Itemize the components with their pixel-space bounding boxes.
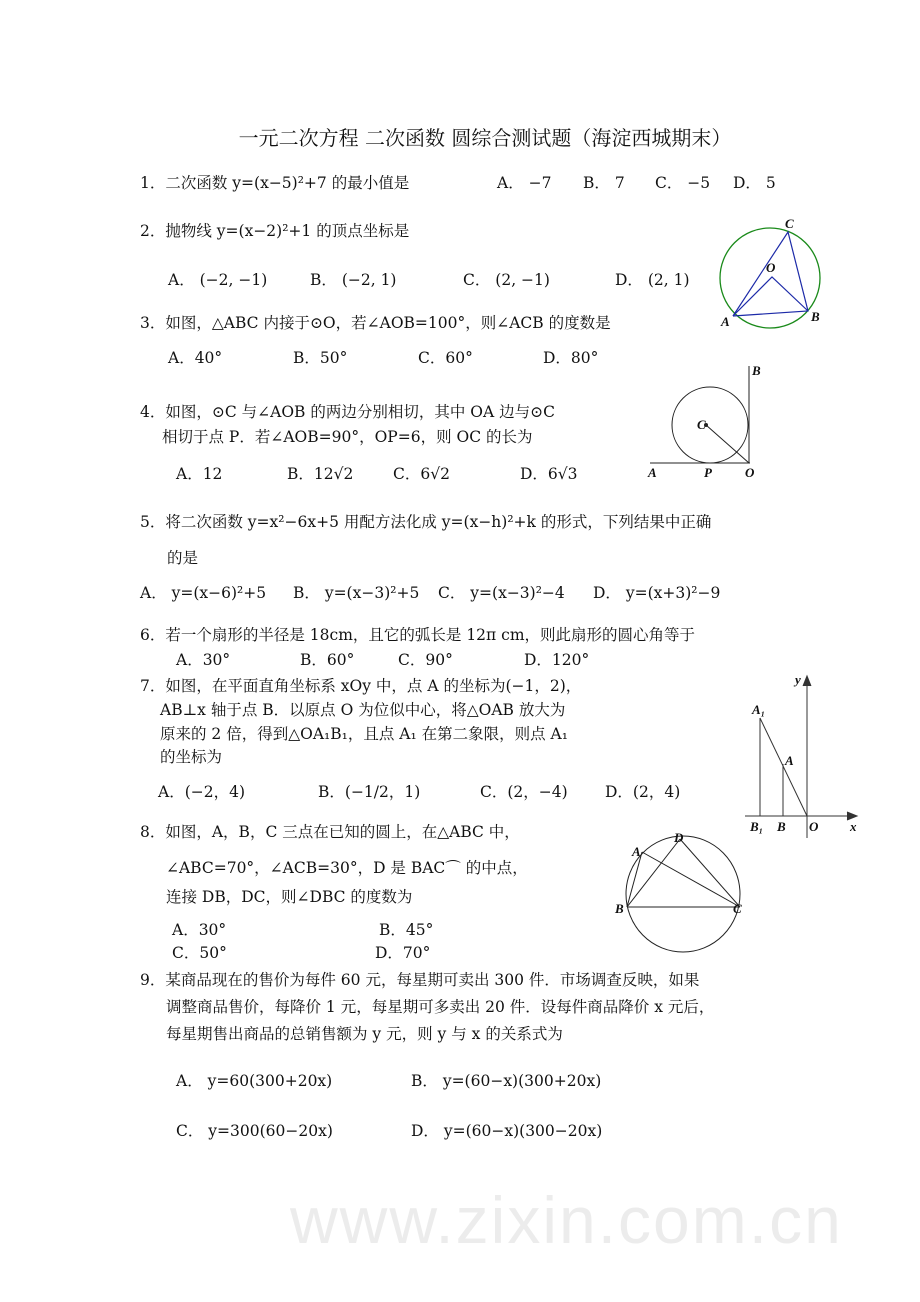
q3-option-a: A．40° <box>168 349 223 367</box>
q1-option-b: B． 7 <box>583 174 625 192</box>
q7-option-d: D．(2，4) <box>605 783 681 801</box>
q8-text-2: ∠ABC=70°，∠ACB=30°，D 是 BAC⌒ 的中点， <box>166 859 528 877</box>
q1-option-a: A． −7 <box>497 174 552 192</box>
q2-option-d: D． (2, 1) <box>615 271 690 289</box>
q4-option-b: B．12√2 <box>287 465 354 483</box>
q4-option-d: D．6√3 <box>520 465 578 483</box>
q5-option-c: C． y=(x−3)²−4 <box>438 584 565 602</box>
q5-text-2: 的是 <box>167 549 199 567</box>
q6-text: 6．若一个扇形的半径是 18cm，且它的弧长是 12π cm，则此扇形的圆心角等于 <box>140 626 696 644</box>
q3-option-d: D．80° <box>543 349 599 367</box>
q2-option-b: B． (−2, 1) <box>310 271 397 289</box>
q6-option-b: B．60° <box>300 651 355 669</box>
watermark: www.zixin.com.cn <box>290 1183 843 1257</box>
q5-text-1: 5．将二次函数 y=x²−6x+5 用配方法化成 y=(x−h)²+k 的形式，下列结果中正确 <box>140 513 712 531</box>
label-a1: A₁ <box>752 702 766 717</box>
label-b: B <box>811 309 820 324</box>
q9-option-a: A． y=60(300+20x) <box>176 1072 333 1090</box>
q3-option-b: B．50° <box>293 349 348 367</box>
q4-text-1: 4．如图，⊙C 与∠AOB 的两边分别相切，其中 OA 边与⊙C <box>140 403 555 421</box>
q9-text-1: 9．某商品现在的售价为每件 60 元，每星期可卖出 300 件．市场调查反映，如果 <box>140 971 700 989</box>
q9-text-2: 调整商品售价，每降价 1 元，每星期可多卖出 20 件．设每件商品降价 x 元后， <box>166 998 715 1016</box>
q4-figure <box>650 366 750 463</box>
q5-option-a: A． y=(x−6)²+5 <box>140 584 267 602</box>
q7-option-b: B．(−1/2，1) <box>318 783 421 801</box>
q7-text-4: 的坐标为 <box>160 748 223 766</box>
q9-option-d: D． y=(60−x)(300−20x) <box>411 1122 603 1140</box>
label-y: y <box>795 672 801 687</box>
label-c: C <box>697 417 706 432</box>
q6-option-d: D．120° <box>524 651 590 669</box>
q1-option-d: D． 5 <box>733 174 776 192</box>
q7-text-1: 7．如图，在平面直角坐标系 xOy 中，点 A 的坐标为(−1，2)， <box>140 677 582 695</box>
q8-option-c: C．50° <box>172 944 227 962</box>
q3-option-c: C．60° <box>418 349 473 367</box>
q4-option-a: A．12 <box>176 465 223 483</box>
label-d: D <box>674 830 684 845</box>
label-a: A <box>648 465 657 480</box>
q4-text-2: 相切于点 P．若∠AOB=90°，OP=6，则 OC 的长为 <box>162 428 533 446</box>
label-b1: B₁ <box>750 819 764 834</box>
q4-option-c: C．6√2 <box>393 465 450 483</box>
q8-text-1: 8．如图，A，B，C 三点在已知的圆上，在△ABC 中， <box>140 823 520 841</box>
q8-figure <box>626 836 740 952</box>
q9-text-3: 每星期售出商品的总销售额为 y 元，则 y 与 x 的关系式为 <box>166 1025 563 1043</box>
q1-option-c: C． −5 <box>655 174 711 192</box>
q6-option-a: A．30° <box>176 651 231 669</box>
q9-option-b: B． y=(60−x)(300+20x) <box>411 1072 602 1090</box>
q8-option-a: A．30° <box>172 921 227 939</box>
q2-text: 2．抛物线 y=(x−2)²+1 的顶点坐标是 <box>140 222 410 240</box>
q7-text-3: 原来的 2 倍，得到△OA₁B₁，且点 A₁ 在第二象限，则点 A₁ <box>160 725 568 743</box>
q7-figure <box>745 676 857 838</box>
q7-option-c: C．(2，−4) <box>480 783 568 801</box>
label-a: A <box>721 314 730 329</box>
label-b: B <box>752 363 761 378</box>
label-a: A <box>632 844 641 859</box>
label-x: x <box>850 819 857 834</box>
q8-option-b: B．45° <box>379 921 434 939</box>
label-b: B <box>615 901 624 916</box>
label-o: O <box>809 819 819 834</box>
label-c: C <box>785 216 794 231</box>
page-title: 一元二次方程 二次函数 圆综合测试题（海淀西城期末） <box>238 126 732 150</box>
q5-option-b: B． y=(x−3)²+5 <box>293 584 420 602</box>
label-c: C <box>733 901 742 916</box>
q9-option-c: C． y=300(60−20x) <box>176 1122 333 1140</box>
label-a: A <box>785 753 794 768</box>
q1-text: 1．二次函数 y=(x−5)²+7 的最小值是 <box>140 174 410 192</box>
q6-option-c: C．90° <box>398 651 453 669</box>
q8-text-3: 连接 DB，DC，则∠DBC 的度数为 <box>166 888 413 906</box>
label-o: O <box>745 465 755 480</box>
q3-text: 3．如图，△ABC 内接于⊙O，若∠AOB=100°，则∠ACB 的度数是 <box>140 314 611 332</box>
q2-option-c: C． (2, −1) <box>463 271 550 289</box>
q2-option-a: A． (−2, −1) <box>168 271 268 289</box>
label-b: B <box>777 819 786 834</box>
q5-option-d: D． y=(x+3)²−9 <box>593 584 721 602</box>
q7-option-a: A．(−2，4) <box>158 783 245 801</box>
q3-figure <box>720 228 820 328</box>
q7-text-2: AB⊥x 轴于点 B．以原点 O 为位似中心，将△OAB 放大为 <box>160 701 566 719</box>
label-p: P <box>704 465 712 480</box>
q8-option-d: D．70° <box>375 944 431 962</box>
label-o: O <box>766 260 776 275</box>
